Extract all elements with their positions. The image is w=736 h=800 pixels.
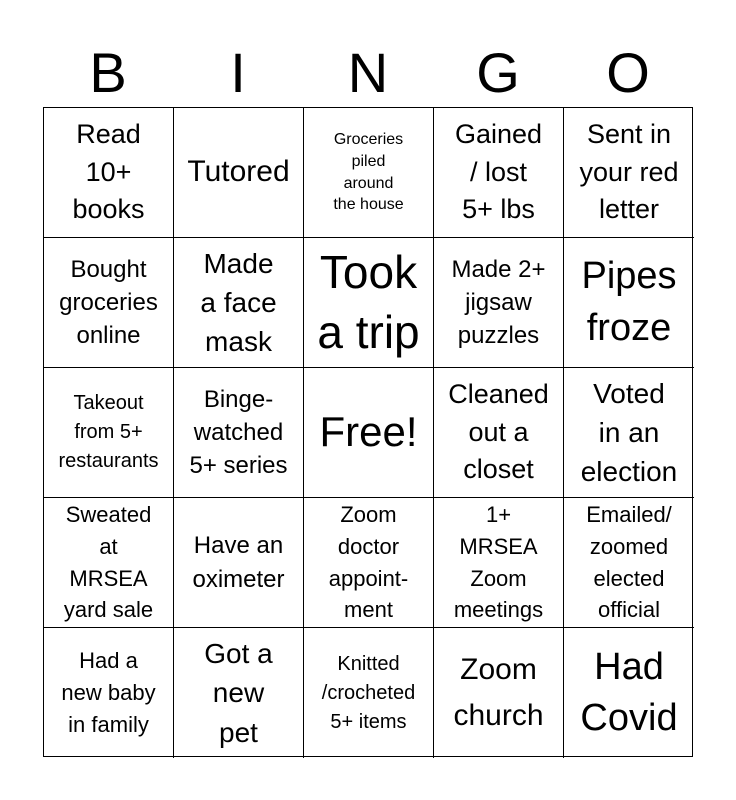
bingo-cell[interactable] bbox=[564, 368, 694, 498]
cell-text-line: a trip bbox=[317, 305, 420, 358]
bingo-cell[interactable] bbox=[564, 108, 694, 238]
cell-text-line: ment bbox=[344, 597, 393, 623]
cell-text-line: Gained bbox=[454, 118, 543, 149]
cell-text-line: new baby bbox=[61, 680, 156, 706]
cell-text-line: Free! bbox=[319, 408, 418, 456]
header-letter-o: O bbox=[606, 41, 650, 104]
cell-text-line: Had a bbox=[79, 648, 138, 674]
cell-text-line: letter bbox=[598, 194, 660, 225]
cell-text-line: froze bbox=[586, 306, 672, 349]
bingo-cell[interactable] bbox=[44, 108, 174, 238]
cell-text-line: Took bbox=[319, 245, 418, 298]
cell-text-line: Voted bbox=[593, 377, 665, 409]
header-letter-g: G bbox=[476, 41, 520, 104]
cell-text-line: Binge- bbox=[203, 385, 274, 413]
cell-text-line: out a bbox=[468, 416, 529, 447]
cell-text-line: Pipes bbox=[581, 255, 677, 298]
cell-text-line: yard sale bbox=[63, 597, 154, 623]
cell-text-line: your red bbox=[579, 156, 679, 187]
cell-text-line: mask bbox=[205, 326, 272, 358]
cell-text-line: pet bbox=[219, 716, 258, 748]
cell-text-line: a face bbox=[200, 286, 277, 318]
bingo-cell[interactable] bbox=[434, 628, 564, 758]
cell-text-line: Knitted bbox=[337, 652, 400, 675]
cell-text-line: the house bbox=[333, 196, 404, 214]
cell-text-line: 5+ series bbox=[189, 452, 288, 480]
cell-text-line: zoomed bbox=[589, 533, 669, 559]
cell-text-line: in family bbox=[68, 711, 149, 737]
cell-text-line: Zoom bbox=[470, 565, 527, 591]
cell-text-line: Bought bbox=[70, 255, 147, 283]
cell-text-line: oximeter bbox=[192, 565, 285, 593]
cell-text-line: official bbox=[598, 597, 660, 623]
cell-text-line: Cleaned bbox=[448, 378, 549, 409]
cell-text-line: jigsaw bbox=[465, 288, 532, 316]
cell-text-line: Sent in bbox=[586, 118, 672, 149]
cell-text-line: Takeout bbox=[73, 392, 144, 414]
cell-text-line: Got a bbox=[204, 638, 273, 670]
bingo-cell[interactable] bbox=[304, 238, 434, 368]
cell-text-line: Made 2+ bbox=[451, 255, 546, 283]
bingo-cell[interactable] bbox=[44, 238, 174, 368]
cell-text-line: Have an bbox=[193, 532, 284, 560]
bingo-cell[interactable] bbox=[434, 108, 564, 238]
cell-text-line: books bbox=[72, 194, 145, 225]
bingo-cell[interactable] bbox=[304, 108, 434, 238]
header-letter-b: B bbox=[89, 41, 127, 104]
bingo-board bbox=[43, 107, 693, 757]
cell-text-line: / lost bbox=[469, 156, 527, 187]
cell-text-line: closet bbox=[463, 454, 534, 485]
cell-text-line: Zoom bbox=[460, 652, 537, 686]
cell-text-line: Made bbox=[203, 247, 274, 279]
header-letter-i: I bbox=[230, 41, 246, 104]
cell-text-line: doctor bbox=[337, 533, 400, 559]
cell-text-line: Groceries bbox=[333, 131, 404, 149]
bingo-header bbox=[43, 40, 693, 106]
cell-text-line: puzzles bbox=[457, 322, 540, 350]
bingo-cell[interactable] bbox=[564, 628, 694, 758]
bingo-cell[interactable] bbox=[174, 238, 304, 368]
cell-text-line: MRSEA bbox=[69, 565, 148, 591]
cell-text-line: appoint- bbox=[328, 565, 409, 591]
cell-text-line: meetings bbox=[453, 597, 544, 623]
cell-text-line: /crocheted bbox=[321, 681, 416, 704]
cell-text-line: online bbox=[76, 322, 141, 350]
cell-text-line: Zoom bbox=[340, 501, 397, 527]
bingo-cell[interactable] bbox=[174, 368, 304, 498]
bingo-cell[interactable] bbox=[564, 238, 694, 368]
cell-text-line: elected bbox=[593, 565, 665, 591]
bingo-cell[interactable] bbox=[564, 498, 694, 628]
bingo-cell[interactable] bbox=[174, 108, 304, 238]
bingo-cell[interactable] bbox=[434, 368, 564, 498]
cell-text-line: groceries bbox=[59, 288, 158, 316]
cell-text-line: watched bbox=[193, 418, 284, 446]
cell-text-line: from 5+ bbox=[74, 421, 143, 443]
bingo-cell[interactable] bbox=[304, 498, 434, 628]
cell-text-line: restaurants bbox=[58, 450, 159, 472]
cell-text-line: piled bbox=[351, 152, 386, 170]
header-letter-n: N bbox=[347, 41, 389, 104]
cell-text-line: 5+ lbs bbox=[462, 194, 535, 225]
cell-text-line: MRSEA bbox=[459, 533, 538, 559]
cell-text-line: Emailed/ bbox=[586, 501, 672, 527]
cell-text-line: in an bbox=[598, 416, 660, 448]
bingo-cell[interactable] bbox=[434, 238, 564, 368]
cell-text-line: Tutored bbox=[187, 155, 290, 189]
cell-text-line: Sweated bbox=[65, 501, 152, 527]
cell-text-line: Read bbox=[76, 118, 141, 149]
bingo-cell[interactable] bbox=[44, 498, 174, 628]
cell-text-line: at bbox=[99, 533, 118, 559]
cell-text-line: election bbox=[580, 456, 678, 488]
cell-text-line: 1+ bbox=[485, 501, 512, 527]
bingo-cell[interactable] bbox=[304, 628, 434, 758]
cell-text-line: Had bbox=[594, 645, 664, 688]
bingo-cell[interactable] bbox=[44, 628, 174, 758]
bingo-cell[interactable] bbox=[434, 498, 564, 628]
cell-text-line: church bbox=[453, 699, 544, 732]
cell-text-line: around bbox=[343, 174, 394, 192]
free-space-cell[interactable] bbox=[304, 368, 434, 498]
cell-text-line: new bbox=[212, 677, 265, 709]
bingo-cell[interactable] bbox=[174, 498, 304, 628]
cell-text-line: 10+ bbox=[85, 156, 132, 187]
bingo-cell[interactable] bbox=[174, 628, 304, 758]
cell-text-line: Covid bbox=[580, 697, 678, 739]
cell-text-line: 5+ items bbox=[330, 710, 407, 733]
bingo-cell[interactable] bbox=[44, 368, 174, 498]
